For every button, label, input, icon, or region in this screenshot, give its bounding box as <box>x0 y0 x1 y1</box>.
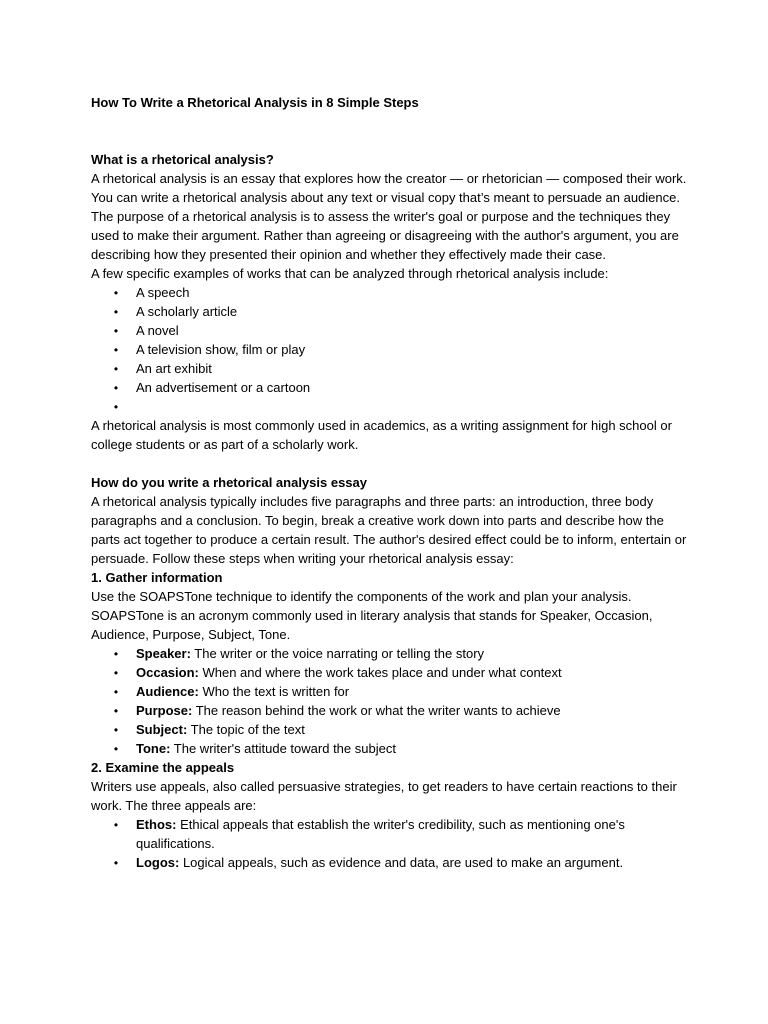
section-heading-how-to-write: How do you write a rhetorical analysis essay <box>91 475 367 490</box>
term-description: The writer's attitude toward the subject <box>170 741 396 756</box>
step-heading-examine-appeals: 2. Examine the appeals <box>91 760 235 775</box>
bullet-icon <box>111 682 121 702</box>
term-label: Occasion: <box>136 665 199 680</box>
bullet-icon <box>111 302 121 322</box>
paragraph-examples-intro: A few specific examples of works that can be analyzed through rhetorical analysis include: <box>91 266 609 281</box>
bullet-icon <box>111 853 121 873</box>
appeals-list <box>91 815 691 872</box>
bullet-icon <box>111 701 121 721</box>
list-item-text: An art exhibit <box>136 361 212 376</box>
bullet-icon <box>111 663 121 683</box>
bullet-icon <box>111 359 121 379</box>
term-label: Ethos: <box>136 817 177 832</box>
document-page <box>91 93 691 872</box>
list-item <box>91 720 691 739</box>
list-item <box>91 815 691 853</box>
bullet-icon <box>111 644 121 664</box>
list-item <box>91 283 691 302</box>
list-item <box>91 302 691 321</box>
examples-list <box>91 283 691 416</box>
bullet-icon <box>111 321 121 341</box>
list-item <box>91 701 691 720</box>
paragraph-academic-use: A rhetorical analysis is most commonly used in academics, as a writing assignment for high school or college students or as part of a scholarly work. <box>91 418 672 452</box>
list-item <box>91 853 691 872</box>
list-item <box>91 663 691 682</box>
list-item-text: An advertisement or a cartoon <box>136 380 311 395</box>
term-label: Logos: <box>136 855 180 870</box>
list-item-text: A television show, film or play <box>136 342 306 357</box>
spacer <box>91 454 691 473</box>
paragraph-soapstone: Use the SOAPSTone technique to identify the components of the work and plan your analysis. SOAPSTone is an acronym commonly used in literary analysis that stands for Speaker, Occasion, Audience, Purpose, Subject, Tone. <box>91 589 653 642</box>
term-label: Purpose: <box>136 703 193 718</box>
term-description: When and where the work takes place and under what context <box>198 665 562 680</box>
term-description: The reason behind the work or what the writer wants to achieve <box>192 703 561 718</box>
bullet-icon <box>111 340 121 360</box>
term-description: The writer or the voice narrating or telling the story <box>190 646 485 661</box>
list-item-text: A novel <box>136 323 179 338</box>
term-description: Ethical appeals that establish the writer's credibility, such as mentioning one's qualifications. <box>136 817 625 851</box>
spacer <box>91 112 691 150</box>
list-item <box>91 682 691 701</box>
document-title: How To Write a Rhetorical Analysis in 8 Simple Steps <box>91 95 419 110</box>
term-label: Subject: <box>136 722 188 737</box>
list-item <box>91 340 691 359</box>
list-item-text: A scholarly article <box>136 304 238 319</box>
term-label: Tone: <box>136 741 171 756</box>
bullet-icon <box>111 720 121 740</box>
step-heading-gather-information: 1. Gather information <box>91 570 223 585</box>
bullet-icon <box>111 397 121 417</box>
paragraph-structure: A rhetorical analysis typically includes five paragraphs and three parts: an introduction, three body paragraphs and a conclusion. To begin, break a creative work down into parts and describe how the parts act together to produce a certain result. The author's desired effect could be to inform, entertain or persuade. Follow these steps when writing your rhetorical analysis essay: <box>91 494 687 566</box>
list-item-empty <box>91 397 691 416</box>
paragraph-appeals: Writers use appeals, also called persuasive strategies, to get readers to have certain reactions to their work. The three appeals are: <box>91 779 677 813</box>
list-item <box>91 378 691 397</box>
bullet-icon <box>111 378 121 398</box>
term-label: Speaker: <box>136 646 191 661</box>
term-description: Who the text is written for <box>198 684 350 699</box>
list-item-text: A speech <box>136 285 190 300</box>
list-item <box>91 739 691 758</box>
term-description: Logical appeals, such as evidence and data, are used to make an argument. <box>179 855 624 870</box>
list-item <box>91 644 691 663</box>
term-description: The topic of the text <box>187 722 305 737</box>
paragraph-definition: A rhetorical analysis is an essay that explores how the creator — or rhetorician — composed their work. You can write a rhetorical analysis about any text or visual copy that’s meant to persuade an audience. The purpose of a rhetorical analysis is to assess the writer's goal or purpose and the techniques they used to make their argument. Rather than agreeing or disagreeing with the author's argument, you are describing how they presented their opinion and whether they effectively made their case. <box>91 171 687 262</box>
bullet-icon <box>111 815 121 835</box>
list-item <box>91 359 691 378</box>
bullet-icon <box>111 739 121 759</box>
list-item <box>91 321 691 340</box>
section-heading-what-is: What is a rhetorical analysis? <box>91 152 274 167</box>
bullet-icon <box>111 283 121 303</box>
soapstone-list <box>91 644 691 758</box>
term-label: Audience: <box>136 684 199 699</box>
